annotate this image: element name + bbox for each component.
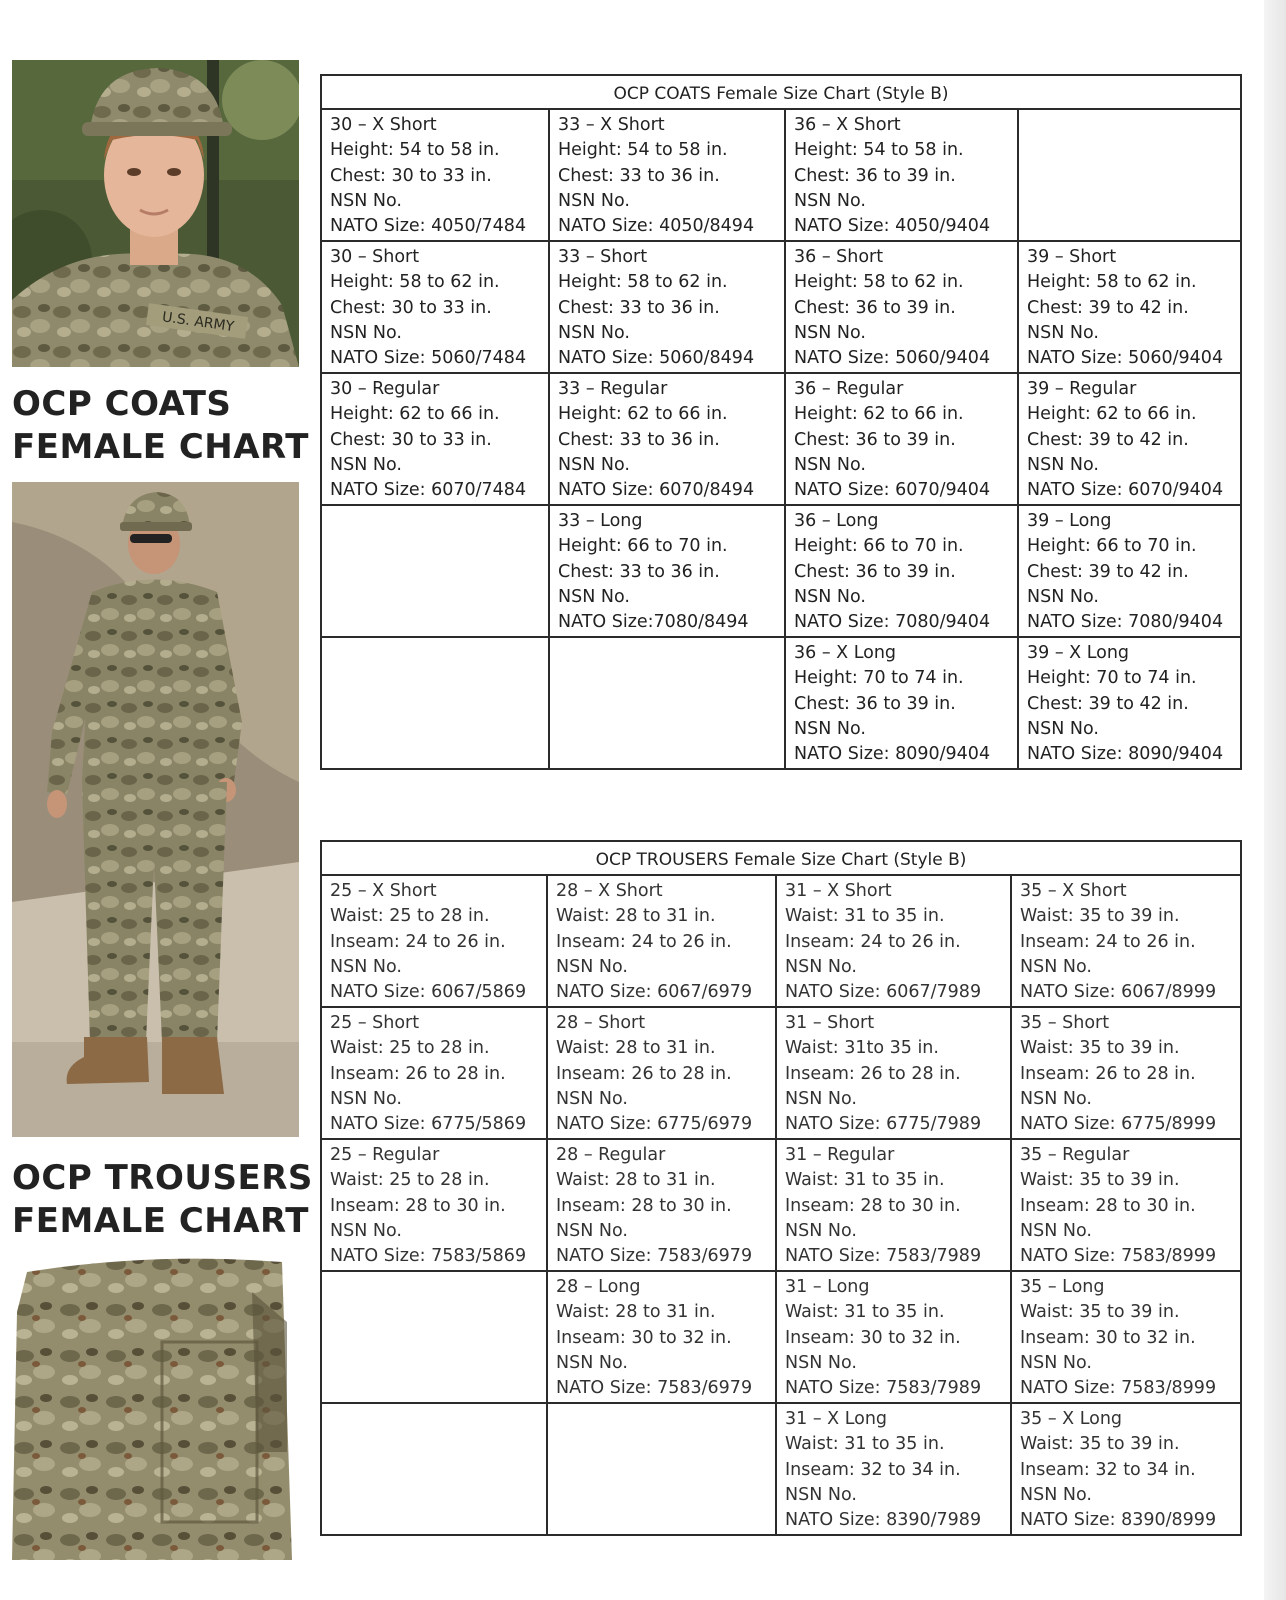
size-label: 35 – Regular (1020, 1145, 1130, 1165)
heading-line: OCP COATS (12, 384, 232, 424)
size-cell (785, 241, 1018, 373)
size-detail: Chest: 30 to 33 in. (330, 297, 492, 318)
size-detail: NATO Size: 6775/6979 (556, 1114, 753, 1135)
size-cell (321, 1139, 547, 1271)
size-label: 31 – Short (785, 1013, 875, 1033)
size-cell (321, 1007, 547, 1139)
size-detail: NSN No. (1027, 322, 1099, 343)
size-detail: NSN No. (1020, 1484, 1092, 1505)
size-label: 36 – X Short (794, 115, 901, 135)
size-detail: NATO Size: 4050/9404 (794, 216, 991, 237)
size-detail: NSN No. (1020, 1088, 1092, 1109)
size-detail: NATO Size: 7080/9404 (794, 612, 991, 633)
size-cell (549, 373, 785, 505)
size-label: 39 – Long (1027, 511, 1112, 531)
size-detail: NATO Size: 7583/6979 (556, 1246, 753, 1267)
size-detail: Waist: 28 to 31 in. (556, 1302, 716, 1323)
size-cell (547, 1139, 776, 1271)
empty-cell (321, 1403, 547, 1535)
size-detail: Waist: 35 to 39 in. (1020, 1170, 1180, 1191)
size-label: 28 – Regular (556, 1145, 666, 1165)
size-detail: NATO Size: 6067/8999 (1020, 982, 1217, 1003)
size-detail: NATO Size: 5060/9404 (794, 348, 991, 369)
size-detail: NSN No. (558, 322, 630, 343)
coats-section-heading (12, 383, 309, 469)
size-label: 35 – X Long (1020, 1409, 1123, 1429)
size-cell (321, 373, 549, 505)
size-cell (1011, 1007, 1241, 1139)
size-cell (1018, 505, 1241, 637)
size-detail: Waist: 31 to 35 in. (785, 906, 945, 927)
size-detail: NATO Size: 8090/9404 (794, 744, 991, 765)
size-detail: NATO Size: 7583/7989 (785, 1246, 982, 1267)
size-detail: NATO Size: 5060/9404 (1027, 348, 1224, 369)
size-detail: NSN No. (785, 1484, 857, 1505)
size-detail: Chest: 30 to 33 in. (330, 429, 492, 450)
size-detail: Inseam: 28 to 30 in. (556, 1195, 732, 1216)
coats-size-chart-table (320, 74, 1242, 770)
size-detail: Height: 54 to 58 in. (330, 140, 500, 161)
size-detail: Chest: 36 to 39 in. (794, 429, 956, 450)
trousers-section-heading (12, 1157, 313, 1243)
size-label: 28 – X Short (556, 881, 663, 901)
size-detail: NSN No. (330, 190, 402, 211)
size-detail: NSN No. (1020, 956, 1092, 977)
size-detail: Chest: 39 to 42 in. (1027, 693, 1189, 714)
size-detail: NSN No. (330, 322, 402, 343)
size-detail: NSN No. (1027, 586, 1099, 607)
size-detail: Waist: 35 to 39 in. (1020, 1302, 1180, 1323)
size-detail: Chest: 36 to 39 in. (794, 165, 956, 186)
size-detail: NATO Size: 7583/7989 (785, 1378, 982, 1399)
size-detail: Height: 54 to 58 in. (558, 140, 728, 161)
size-detail: Chest: 39 to 42 in. (1027, 561, 1189, 582)
size-detail: Inseam: 24 to 26 in. (1020, 931, 1196, 952)
size-detail: NATO Size: 6775/8999 (1020, 1114, 1217, 1135)
table-row (321, 875, 1241, 1007)
size-cell (1011, 1403, 1241, 1535)
size-detail: NATO Size: 7583/8999 (1020, 1246, 1217, 1267)
size-detail: NSN No. (785, 956, 857, 977)
size-label: 30 – Regular (330, 379, 440, 399)
size-cell (321, 241, 549, 373)
size-cell (776, 875, 1011, 1007)
size-cell (549, 109, 785, 241)
size-label: 39 – X Long (1027, 643, 1130, 663)
size-detail: NATO Size: 6070/8494 (558, 480, 755, 501)
size-cell (547, 875, 776, 1007)
size-label: 33 – Regular (558, 379, 668, 399)
size-detail: Waist: 35 to 39 in. (1020, 1434, 1180, 1455)
size-detail: NATO Size: 8090/9404 (1027, 744, 1224, 765)
size-detail: Waist: 31 to 35 in. (785, 1434, 945, 1455)
trousers-closeup-photo (12, 1252, 299, 1560)
size-cell (776, 1403, 1011, 1535)
size-label: 36 – Long (794, 511, 879, 531)
size-cell (547, 1271, 776, 1403)
heading-line: OCP TROUSERS (12, 1158, 313, 1198)
size-cell (785, 109, 1018, 241)
empty-cell (549, 637, 785, 769)
table-row (321, 109, 1241, 241)
size-label: 33 – Long (558, 511, 643, 531)
size-detail: Inseam: 28 to 30 in. (785, 1195, 961, 1216)
size-detail: NATO Size: 4050/8494 (558, 216, 755, 237)
coats-table-title: OCP COATS Female Size Chart (Style B) (321, 75, 1241, 109)
size-cell (776, 1007, 1011, 1139)
size-label: 31 – Regular (785, 1145, 895, 1165)
size-label: 35 – X Short (1020, 881, 1127, 901)
coats-portrait-photo (12, 60, 299, 367)
size-detail: Chest: 33 to 36 in. (558, 297, 720, 318)
size-detail: NSN No. (558, 586, 630, 607)
size-detail: Inseam: 24 to 26 in. (330, 931, 506, 952)
size-detail: NATO Size: 6070/9404 (1027, 480, 1224, 501)
size-detail: NATO Size: 6775/7989 (785, 1114, 982, 1135)
size-detail: Inseam: 26 to 28 in. (785, 1063, 961, 1084)
size-detail: Chest: 36 to 39 in. (794, 297, 956, 318)
size-cell (785, 373, 1018, 505)
size-label: 36 – X Long (794, 643, 897, 663)
size-detail: Inseam: 28 to 30 in. (1020, 1195, 1196, 1216)
size-detail: NATO Size: 7583/8999 (1020, 1378, 1217, 1399)
size-detail: Height: 66 to 70 in. (1027, 536, 1197, 557)
size-detail: NSN No. (1020, 1220, 1092, 1241)
size-cell (1018, 637, 1241, 769)
size-detail: NSN No. (794, 190, 866, 211)
size-detail: Height: 62 to 66 in. (558, 404, 728, 425)
table-row (321, 1007, 1241, 1139)
size-cell (547, 1007, 776, 1139)
size-detail: Height: 62 to 66 in. (1027, 404, 1197, 425)
size-detail: NSN No. (785, 1352, 857, 1373)
size-detail: Chest: 39 to 42 in. (1027, 429, 1189, 450)
size-detail: Waist: 31 to 35 in. (785, 1302, 945, 1323)
size-detail: Waist: 31 to 35 in. (785, 1170, 945, 1191)
size-label: 33 – Short (558, 247, 648, 267)
size-detail: NATO Size: 5060/8494 (558, 348, 755, 369)
size-detail: Height: 70 to 74 in. (1027, 668, 1197, 689)
size-label: 25 – Regular (330, 1145, 440, 1165)
size-cell (1018, 241, 1241, 373)
trousers-size-chart-table (320, 840, 1242, 1536)
empty-cell (321, 505, 549, 637)
size-detail: Waist: 28 to 31 in. (556, 906, 716, 927)
size-detail: NATO Size: 8390/7989 (785, 1510, 982, 1531)
size-detail: Inseam: 26 to 28 in. (556, 1063, 732, 1084)
size-detail: Inseam: 30 to 32 in. (556, 1327, 732, 1348)
size-detail: NATO Size: 6067/7989 (785, 982, 982, 1003)
size-cell (1011, 1271, 1241, 1403)
size-label: 35 – Short (1020, 1013, 1110, 1033)
size-detail: NSN No. (556, 1352, 628, 1373)
size-detail: NSN No. (556, 1088, 628, 1109)
size-detail: NATO Size:7080/8494 (558, 612, 749, 633)
size-detail: NATO Size: 6070/9404 (794, 480, 991, 501)
size-cell (549, 505, 785, 637)
size-detail: NSN No. (794, 718, 866, 739)
size-detail: Height: 58 to 62 in. (794, 272, 964, 293)
size-detail: Height: 58 to 62 in. (330, 272, 500, 293)
size-detail: Height: 62 to 66 in. (330, 404, 500, 425)
size-cell (549, 241, 785, 373)
size-detail: NSN No. (794, 322, 866, 343)
size-label: 35 – Long (1020, 1277, 1105, 1297)
size-detail: Chest: 36 to 39 in. (794, 693, 956, 714)
size-detail: NSN No. (556, 956, 628, 977)
size-label: 31 – X Long (785, 1409, 888, 1429)
size-detail: Chest: 36 to 39 in. (794, 561, 956, 582)
table-row (321, 637, 1241, 769)
size-cell (785, 637, 1018, 769)
size-cell (321, 109, 549, 241)
size-cell (1011, 875, 1241, 1007)
size-detail: NSN No. (1020, 1352, 1092, 1373)
coats-full-body-photo (12, 482, 299, 1137)
size-detail: Waist: 35 to 39 in. (1020, 1038, 1180, 1059)
size-detail: Chest: 39 to 42 in. (1027, 297, 1189, 318)
size-detail: Height: 62 to 66 in. (794, 404, 964, 425)
empty-cell (321, 637, 549, 769)
size-label: 31 – X Short (785, 881, 892, 901)
size-label: 30 – X Short (330, 115, 437, 135)
size-detail: Waist: 28 to 31 in. (556, 1170, 716, 1191)
size-detail: Inseam: 30 to 32 in. (785, 1327, 961, 1348)
size-label: 39 – Regular (1027, 379, 1137, 399)
table-row (321, 373, 1241, 505)
size-detail: NATO Size: 6775/5869 (330, 1114, 527, 1135)
trousers-table-title: OCP TROUSERS Female Size Chart (Style B) (321, 841, 1241, 875)
size-detail: NATO Size: 7583/5869 (330, 1246, 527, 1267)
size-detail: NATO Size: 7080/9404 (1027, 612, 1224, 633)
size-detail: NATO Size: 6067/6979 (556, 982, 753, 1003)
size-detail: NATO Size: 5060/7484 (330, 348, 527, 369)
size-detail: NATO Size: 8390/8999 (1020, 1510, 1217, 1531)
size-detail: Height: 58 to 62 in. (1027, 272, 1197, 293)
size-detail: Waist: 25 to 28 in. (330, 1038, 490, 1059)
heading-line: FEMALE CHART (12, 427, 309, 467)
size-detail: Inseam: 30 to 32 in. (1020, 1327, 1196, 1348)
size-detail: Inseam: 24 to 26 in. (785, 931, 961, 952)
size-detail: NATO Size: 4050/7484 (330, 216, 527, 237)
size-detail: NSN No. (1027, 718, 1099, 739)
size-detail: NATO Size: 6067/5869 (330, 982, 527, 1003)
size-detail: NSN No. (558, 190, 630, 211)
size-detail: NSN No. (1027, 454, 1099, 475)
size-cell (776, 1139, 1011, 1271)
size-label: 28 – Short (556, 1013, 646, 1033)
size-label: 36 – Regular (794, 379, 904, 399)
size-detail: NSN No. (785, 1220, 857, 1241)
size-detail: Inseam: 24 to 26 in. (556, 931, 732, 952)
empty-cell (547, 1403, 776, 1535)
size-detail: Height: 66 to 70 in. (558, 536, 728, 557)
table-row (321, 1271, 1241, 1403)
size-detail: NSN No. (556, 1220, 628, 1241)
size-detail: NSN No. (330, 454, 402, 475)
size-detail: NSN No. (785, 1088, 857, 1109)
table-row (321, 505, 1241, 637)
size-detail: NSN No. (330, 1220, 402, 1241)
size-cell (1011, 1139, 1241, 1271)
size-label: 31 – Long (785, 1277, 870, 1297)
size-detail: NSN No. (794, 586, 866, 607)
size-detail: Height: 70 to 74 in. (794, 668, 964, 689)
size-detail: Inseam: 32 to 34 in. (1020, 1459, 1196, 1480)
size-cell (321, 875, 547, 1007)
size-detail: Height: 58 to 62 in. (558, 272, 728, 293)
size-detail: NSN No. (330, 1088, 402, 1109)
table-row (321, 1139, 1241, 1271)
size-cell (1018, 373, 1241, 505)
size-detail: Waist: 35 to 39 in. (1020, 906, 1180, 927)
size-detail: Waist: 25 to 28 in. (330, 1170, 490, 1191)
size-detail: Height: 54 to 58 in. (794, 140, 964, 161)
size-detail: Height: 66 to 70 in. (794, 536, 964, 557)
size-label: 33 – X Short (558, 115, 665, 135)
size-label: 25 – X Short (330, 881, 437, 901)
size-cell (785, 505, 1018, 637)
size-detail: Inseam: 26 to 28 in. (1020, 1063, 1196, 1084)
size-cell (776, 1271, 1011, 1403)
size-label: 39 – Short (1027, 247, 1117, 267)
size-detail: Waist: 25 to 28 in. (330, 906, 490, 927)
size-detail: Inseam: 26 to 28 in. (330, 1063, 506, 1084)
page-edge (1264, 0, 1286, 1600)
size-detail: NSN No. (794, 454, 866, 475)
size-detail: NATO Size: 7583/6979 (556, 1378, 753, 1399)
size-detail: Inseam: 28 to 30 in. (330, 1195, 506, 1216)
size-detail: Waist: 28 to 31 in. (556, 1038, 716, 1059)
size-label: 30 – Short (330, 247, 420, 267)
size-detail: NSN No. (330, 956, 402, 977)
size-detail: Waist: 31to 35 in. (785, 1038, 939, 1059)
table-row (321, 241, 1241, 373)
size-detail: Chest: 33 to 36 in. (558, 165, 720, 186)
table-row (321, 1403, 1241, 1535)
size-detail: Inseam: 32 to 34 in. (785, 1459, 961, 1480)
size-detail: Chest: 33 to 36 in. (558, 429, 720, 450)
heading-line: FEMALE CHART (12, 1201, 309, 1241)
empty-cell (1018, 109, 1241, 241)
size-detail: NATO Size: 6070/7484 (330, 480, 527, 501)
us-army-patch-text: U.S. ARMY (161, 309, 236, 336)
size-detail: NSN No. (558, 454, 630, 475)
size-detail: Chest: 33 to 36 in. (558, 561, 720, 582)
size-label: 25 – Short (330, 1013, 420, 1033)
size-detail: Chest: 30 to 33 in. (330, 165, 492, 186)
size-label: 28 – Long (556, 1277, 641, 1297)
empty-cell (321, 1271, 547, 1403)
size-label: 36 – Short (794, 247, 884, 267)
